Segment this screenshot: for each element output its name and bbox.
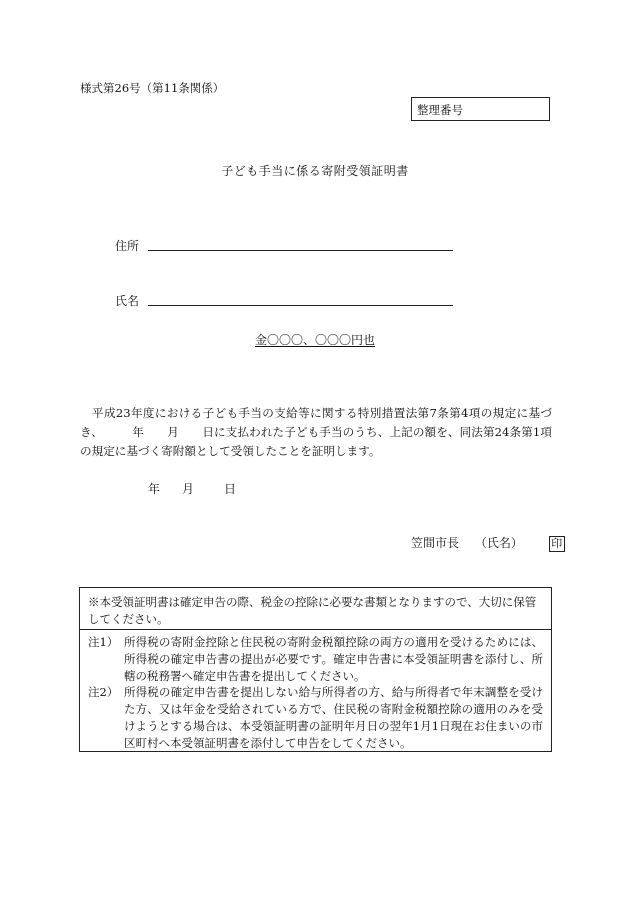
- signer: [411, 534, 565, 552]
- seal-stamp: 印: [549, 536, 565, 552]
- name-label: 氏名: [115, 294, 140, 308]
- note-text: 所得税の確定申告書を提出しない給与所得者の方、給与所得者で年末調整を受けた方、又は年金を受給されている方で、住民税の寄附金税額控除の適用のみを受けようとする場合は、本受領証明書の証明年月日の翌年1月1日現在お住まいの市区町村へ本受領証明書を添付して申告をしてください。: [124, 685, 543, 750]
- note-text: 所得税の寄附金控除と住民税の寄附金税額控除の両方の適用を受けるためには、所得税の確定申告書の提出が必要です。確定申告書に本受領証明書を添付し、所轄の税務署へ確定申告書を提出してください。: [124, 635, 543, 683]
- name-line[interactable]: [148, 305, 453, 306]
- date-day-label: 日: [224, 482, 237, 496]
- reference-number-label: 整理番号: [417, 103, 463, 117]
- notice-box: [79, 587, 552, 752]
- reference-number-box[interactable]: [411, 97, 550, 121]
- document-title: 子ども手当に係る寄附受領証明書: [221, 164, 409, 178]
- form-number: 様式第26号（第11条関係）: [80, 81, 225, 95]
- note-item: [88, 684, 543, 751]
- issue-date: [148, 480, 236, 497]
- note-item: [88, 634, 543, 684]
- address-label: 住所: [115, 239, 140, 253]
- note-key: 注1）: [88, 635, 119, 649]
- date-month-label: 月: [182, 482, 195, 496]
- note-key: 注2）: [88, 685, 119, 700]
- date-year-label: 年: [148, 482, 161, 496]
- signer-name-placeholder: （氏名）: [474, 536, 523, 550]
- signer-title: 笠間市長: [411, 536, 460, 550]
- notice-main: ※本受領証明書は確定申告の際、税金の控除に必要な書類となりますので、大切に保管してください。: [80, 588, 551, 630]
- donation-amount: [0, 331, 630, 348]
- notes-list: [80, 630, 551, 752]
- address-line[interactable]: [148, 250, 453, 251]
- certification-statement: 平成23年度における子ども手当の支給等に関する特別措置法第7条第4項の規定に基づき、 年 月 日に支払われた子ども手当のうち、上記の額を、同法第24条第1項の規定に基づく寄附額として受領したことを証明します。: [80, 406, 552, 458]
- donation-amount-text: 金〇〇〇、〇〇〇円也: [254, 333, 375, 347]
